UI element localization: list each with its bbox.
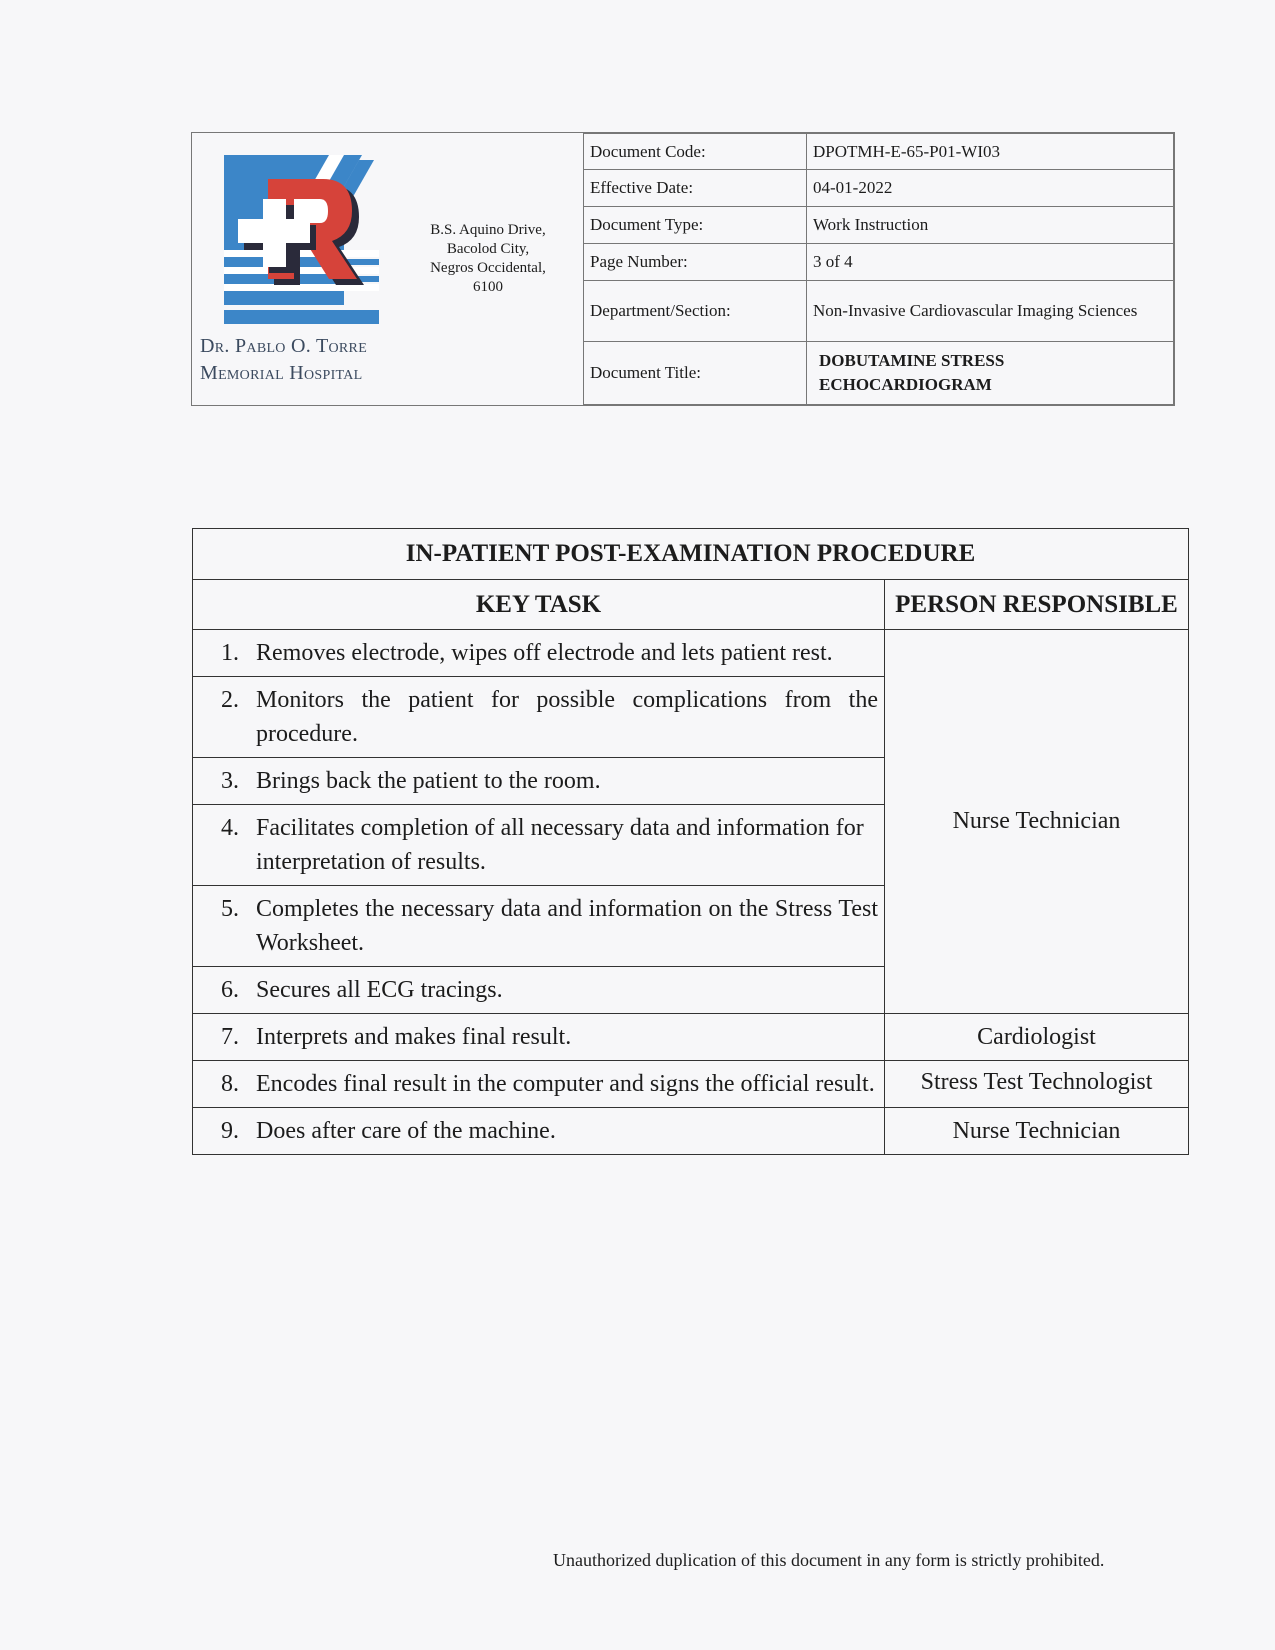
procedure-title: IN-PATIENT POST-EXAMINATION PROCEDURE	[193, 529, 1189, 580]
task-text: Interprets and makes final result.	[256, 1024, 572, 1050]
task-number: 5.	[221, 896, 239, 922]
task-number: 1.	[221, 640, 239, 666]
meta-label: Document Type:	[584, 207, 807, 244]
meta-label: Document Code:	[584, 134, 807, 170]
procedure-caption-row	[193, 529, 1189, 580]
task-cell	[193, 758, 885, 805]
task-cell	[193, 1061, 885, 1108]
meta-row	[584, 342, 1174, 405]
meta-value: Work Instruction	[807, 207, 1174, 244]
meta-value: Non-Invasive Cardiovascular Imaging Sciences	[807, 281, 1174, 342]
procedure-table	[192, 528, 1189, 1155]
logo-cell	[192, 133, 393, 405]
address-line: B.S. Aquino Drive,	[430, 222, 546, 238]
task-cell	[193, 1108, 885, 1155]
address-line: Negros Occidental,	[430, 260, 546, 276]
table-row	[193, 1108, 1189, 1155]
document-title	[807, 342, 1174, 405]
meta-label: Document Title:	[584, 342, 807, 405]
task-cell	[193, 886, 885, 967]
task-text: Removes electrode, wipes off electrode and lets patient rest.	[256, 640, 833, 666]
task-cell	[193, 805, 885, 886]
meta-row	[584, 134, 1174, 170]
task-text: Facilitates completion of all necessary data and information for interpretation of results.	[256, 815, 864, 875]
meta-row	[584, 281, 1174, 342]
task-cell	[193, 677, 885, 758]
table-row	[193, 1061, 1189, 1108]
meta-row	[584, 244, 1174, 281]
responsible-nurse-technician: Nurse Technician	[885, 630, 1189, 1014]
column-header-row	[193, 580, 1189, 630]
task-cell	[193, 967, 885, 1014]
responsible-stress-test-technologist: Stress Test Technologist	[885, 1061, 1189, 1108]
meta-value: 04-01-2022	[807, 170, 1174, 207]
task-text: Brings back the patient to the room.	[256, 768, 601, 794]
task-text: Monitors the patient for possible complications from the procedure.	[256, 687, 878, 747]
duplication-notice: Unauthorized duplication of this document in any form is strictly prohibited.	[553, 1550, 1105, 1570]
table-row	[193, 630, 1189, 677]
task-number: 8.	[221, 1071, 239, 1097]
meta-row	[584, 170, 1174, 207]
document-header	[191, 132, 1175, 406]
meta-label: Page Number:	[584, 244, 807, 281]
hospital-name	[200, 333, 400, 387]
column-header-person-responsible: PERSON RESPONSIBLE	[885, 580, 1189, 630]
hospital-address	[393, 133, 583, 405]
task-number: 3.	[221, 768, 239, 794]
task-text: Encodes final result in the computer and signs the official result.	[256, 1071, 875, 1097]
task-text: Does after care of the machine.	[256, 1118, 556, 1144]
meta-label: Effective Date:	[584, 170, 807, 207]
task-number: 7.	[221, 1024, 239, 1050]
address-line: Bacolod City,	[446, 241, 530, 257]
meta-label: Department/Section:	[584, 281, 807, 342]
task-number: 6.	[221, 977, 239, 1003]
hospital-name-line2: Memorial Hospital	[200, 362, 363, 384]
meta-row	[584, 207, 1174, 244]
document-title-line1: DOBUTAMINE STRESS	[819, 351, 1005, 370]
task-cell	[193, 1014, 885, 1061]
responsible-cardiologist: Cardiologist	[885, 1014, 1189, 1061]
responsible-nurse-technician-aftercare: Nurse Technician	[885, 1108, 1189, 1155]
meta-value: DPOTMH-E-65-P01-WI03	[807, 134, 1174, 170]
address-line: 6100	[472, 279, 503, 295]
task-cell	[193, 630, 885, 677]
table-row	[193, 1014, 1189, 1061]
hospital-logo	[224, 155, 379, 330]
column-header-key-task: KEY TASK	[193, 580, 885, 630]
meta-value: 3 of 4	[807, 244, 1174, 281]
document-title-line2: ECHOCARDIOGRAM	[819, 375, 992, 394]
task-text: Secures all ECG tracings.	[256, 977, 503, 1003]
document-meta-table	[583, 133, 1174, 405]
task-number: 9.	[221, 1118, 239, 1144]
task-number: 2.	[221, 687, 239, 713]
task-number: 4.	[221, 815, 239, 841]
hospital-name-line1: Dr. Pablo O. Torre	[200, 335, 368, 357]
task-text: Completes the necessary data and information on the Stress Test Worksheet.	[256, 896, 878, 956]
